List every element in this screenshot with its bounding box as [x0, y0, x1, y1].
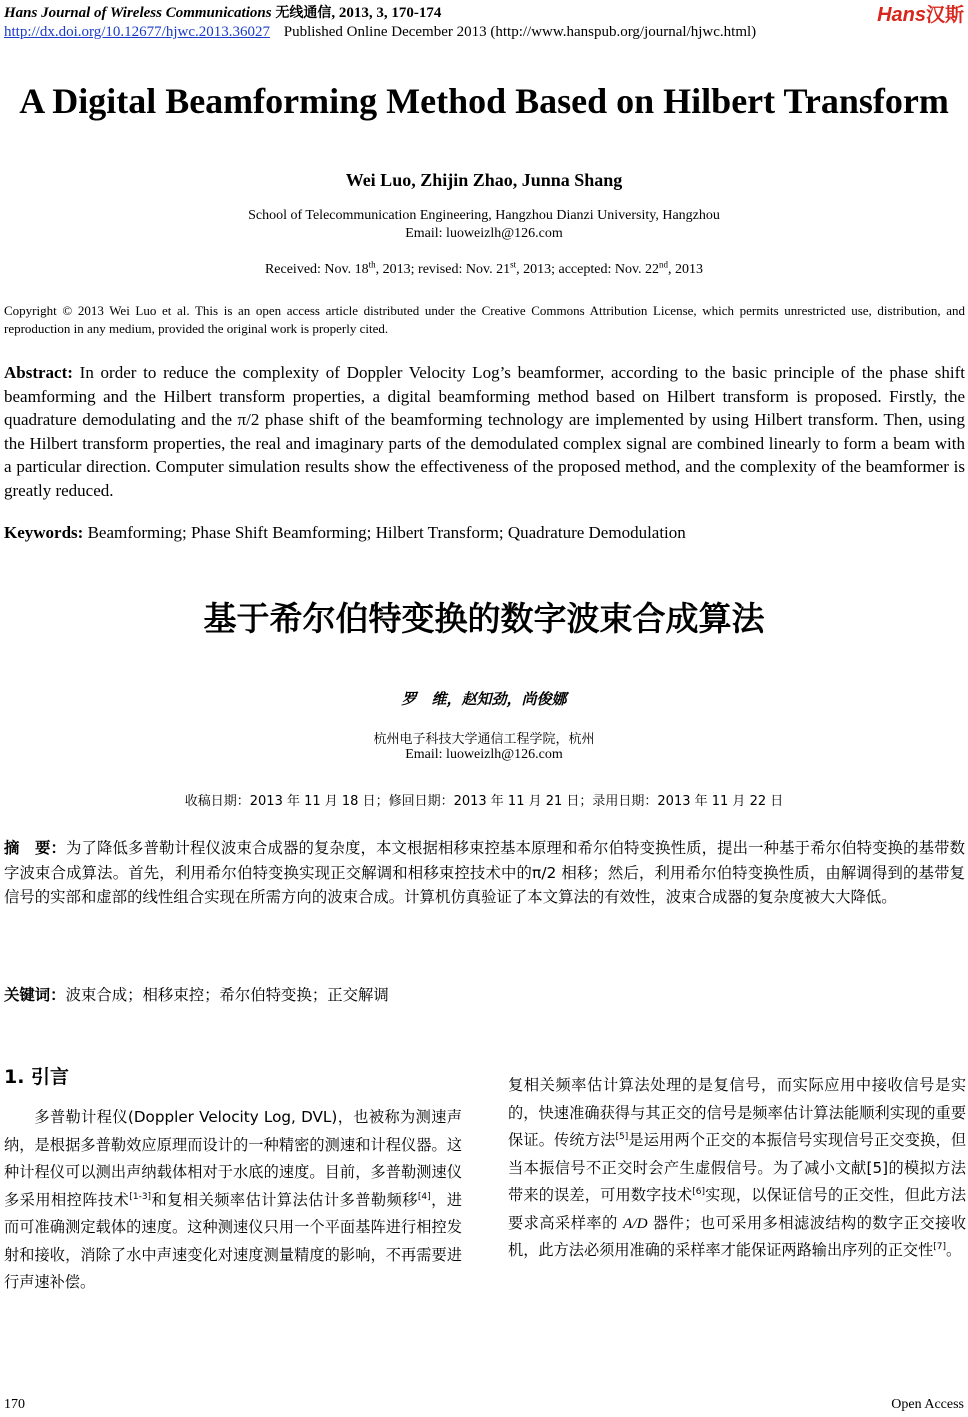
keywords-cn-label: 关键词： [4, 986, 66, 1004]
authors-en: Wei Luo, Zhijin Zhao, Junna Shang [345, 170, 623, 190]
abstract-cn-label: 摘 要： [4, 839, 67, 857]
body-text: 实现，以保证信号的正交性，但此方法要求高采样率的 [508, 1186, 967, 1232]
body-column-left [4, 1104, 462, 1297]
body-text: 复相关频率估计算法处理的是复信号，而实际应用中接收信号是实的，快速准确获得与其正交的信号是频率估计算法能顺利实现的重要保证。传统方法 [508, 1076, 966, 1149]
email-en: Email: luoweizlh@126.com [405, 226, 563, 241]
affiliation-cn: 杭州电子科技大学通信工程学院，杭州 [373, 732, 595, 747]
body-text: 和复相关频率估计算法估计多普勒频移 [151, 1190, 418, 1209]
revised-text: , 2013; revised: Nov. 21 [375, 262, 511, 277]
journal-volume: , 2013, 3, 170-174 [331, 5, 442, 21]
paper-title-en: A Digital Beamforming Method Based on Hilbert Transform [19, 81, 949, 121]
ad-device-term: A/D [623, 1214, 648, 1232]
email-cn: Email: luoweizlh@126.com [405, 747, 563, 762]
page-number: 170 [4, 1397, 25, 1412]
received-text: Received: Nov. 18 [264, 262, 369, 277]
published-online: Published Online December 2013 (http://www.hanspub.org/journal/hjwc.html) [283, 24, 757, 40]
abstract-cn [4, 836, 965, 910]
affiliation-en: School of Telecommunication Engineering, Hangzhou Dianzi University, Hangzhou [248, 208, 720, 223]
year-text: , 2013 [668, 262, 704, 277]
copyright-notice: Copyright © 2013 Wei Luo et al. This is an open access article distributed under the Creative Commons Attribution License, which permits unrestricted use, distribution, and reproduction in any medium, provided the original work is properly cited. [4, 303, 965, 336]
abstract-en [4, 361, 965, 503]
body-text: ，进而可准确测定载体的速度。这种测速仪只用一个平面基阵进行相控发射和接收，消除了水中声速变化对速度测量精度的影响，不再需要进行声速补偿。 [4, 1190, 463, 1291]
logo-text-cn: 汉斯 [925, 4, 964, 26]
hans-logo [877, 0, 964, 27]
body-text: 是运用两个正交的本振信号实现信号正交变换，但当本振信号不正交时会产生虚假信号。为了减小文献[5]的模拟方法带来的误差，可用数字技术 [508, 1131, 967, 1204]
abstract-text: In order to reduce the complexity of Doppler Velocity Log’s beamformer, according to the basic principle of the phase shift beamforming and the Hilbert transform properties, a digital beamforming method based on Hilbert transform is proposed. Firstly, the quadrature demodulating and the π/2 phase shift of the beamforming technology are implemented by using Hilbert transform. Then, using the Hilbert transform properties, the real and imaginary parts of the demodulated complex signal are combined linearly to form a beam with a particular direction. Computer simulation results show the effectiveness of the proposed method, and the complexity of the beamformer is greatly reduced. [4, 363, 965, 500]
logo-text-en: Hans [877, 4, 926, 26]
body-text: 多普勒计程仪(Doppler Velocity Log, DVL)，也被称为测速声纳，是根据多普勒效应原理而设计的一种精密的测速和计程仪器。这种计程仪可以测出声纳载体相对于水底的速度。目前，多普勒测速仪多采用相控阵技术 [4, 1108, 462, 1209]
journal-header [4, 2, 441, 22]
body-column-right [508, 1072, 966, 1265]
section-heading-intro: 1. 引言 [4, 1066, 70, 1088]
accepted-text: , 2013; accepted: Nov. 22 [516, 262, 660, 277]
keywords-text: Beamforming; Phase Shift Beamforming; Hilbert Transform; Quadrature Demodulation [87, 523, 686, 542]
ordinal-sup: nd [659, 259, 669, 270]
keywords-label: Keywords: [4, 523, 84, 542]
body-text: 器件；也可采用多相滤波结构的数字正交接收机，此方法必须用准确的采样率才能保证两路输出序列的正交性 [508, 1213, 967, 1259]
keywords-cn-text: 波束合成；相移束控；希尔伯特变换；正交解调 [65, 986, 389, 1004]
abstract-cn-text: 为了降低多普勒计程仪波束合成器的复杂度，本文根据相移束控基本原理和希尔伯特变换性质，提出一种基于希尔伯特变换的基带数字波束合成算法。首先，利用希尔伯特变换实现正交解调和相移束控技术中的π/2 相移；然后，利用希尔伯特变换性质，由解调得到的基带复信号的实部和虚部的线性组合实现在所需方向的波束合成。计算机仿真验证了本文算法的有效性，波束合成器的复杂度被大大降低。 [4, 839, 965, 907]
paper-title-cn: 基于希尔伯特变换的数字波束合成算法 [203, 599, 765, 638]
journal-name: Hans Journal of Wireless Communications [4, 5, 272, 21]
received-dates [0, 259, 968, 278]
doi-link[interactable]: http://dx.doi.org/10.12677/hjwc.2013.36027 [4, 24, 270, 40]
citation-ref: [4] [417, 1191, 431, 1202]
keywords-cn [4, 983, 965, 1005]
body-text: 。 [946, 1241, 962, 1259]
journal-name-cn: 无线通信 [275, 5, 332, 21]
authors-cn: 罗 维，赵知劲，尚俊娜 [401, 690, 567, 708]
doi-line [4, 24, 756, 41]
received-dates-cn: 收稿日期：2013 年 11 月 18 日；修回日期：2013 年 11 月 21 日；录用日期：2013 年 11 月 22 日 [184, 794, 784, 809]
citation-ref: [5] [615, 1131, 629, 1142]
keywords-en [4, 522, 965, 544]
ordinal-sup: st [510, 259, 517, 270]
abstract-label: Abstract: [4, 363, 73, 382]
citation-ref: [7] [933, 1241, 946, 1252]
open-access-label: Open Access [891, 1397, 964, 1412]
ordinal-sup: th [368, 259, 376, 270]
citation-ref: [1-3] [129, 1191, 152, 1202]
citation-ref: [6] [692, 1186, 705, 1197]
